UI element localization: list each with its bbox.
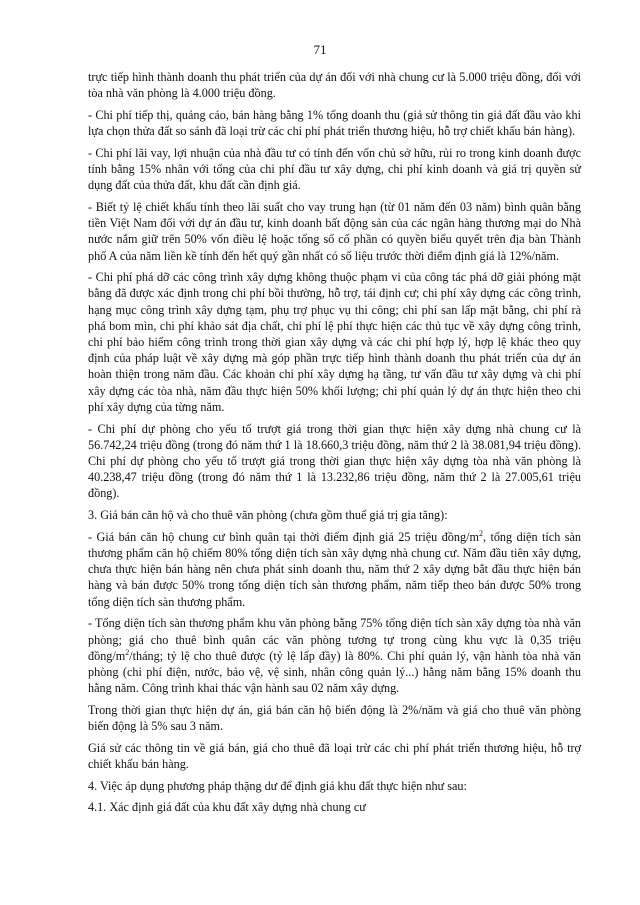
superscript: 2 [478,528,483,538]
paragraph: - Chi phí phá dỡ các công trình xây dựng không thuộc phạm vi của công tác phá dỡ giải phóng mặt bằng đã được xác định trong chi phí bồi thường, hỗ trợ, tái định cư; chi phí xây dựng các công trình, hạng mục công trình xây dựng tạm, phụ trợ phục vụ thi công; chi phí san lấp mặt bằng, chi phí rà phá bom mìn, chi phí khảo sát địa chất, chi phí lệ phí thực hiện các thủ tục về xây dựng công trình, chi phí bảo hiểm công trình trong thời gian xây dựng và các chi phí hợp lý, hợp lệ khác theo quy định của pháp luật về xây dựng mà góp phần trực tiếp hình thành doanh thu phát triển của dự án hoàn thiện trong năm đầu. Các khoản chi phí xây dựng hạ tầng, tư vấn đầu tư xây dựng và chi phí xây dựng các tòa nhà, năm đầu thực hiện 50% khối lượng; chi phí quản lý dự án thực hiện theo chi phí xây dựng của từng năm. [88,270,581,414]
paragraph: - Biết tỷ lệ chiết khấu tính theo lãi suất cho vay trung hạn (từ 01 năm đến 03 năm) bình quân bằng tiền Việt Nam đối với dự án đầu tư, kinh doanh bất động sản của các ngân hàng thương mại do Nhà nước nắm giữ trên 50% vốn điều lệ hoặc tổng số cổ phần có quyền biểu quyết trên địa bàn Thành phố A của năm liền kề tính đến hết quý gần nhất có số liệu trước thời điểm định giá là 12%/năm. [88,199,581,263]
text-run: /tháng; tỷ lệ cho thuê được (tỷ lệ lấp đầy) là 80%. Chi phí quản lý, vận hành tòa nhà văn phòng (chi phí điện, nước, bảo vệ, vệ sinh, nhân công quản lý...) hằng năm bằng 15% doanh thu hằng năm. Công trình khai thác vận hành sau 02 năm xây dựng. [88,648,581,696]
paragraph-apartment-price [88,529,581,610]
paragraph: - Chi phí tiếp thị, quảng cáo, bán hàng bằng 1% tổng doanh thu (giả sử thông tin giá đất đầu vào khi lựa chọn thửa đất so sánh đã loại trừ các chi phí phát triển thương hiệu, hỗ trợ chiết khấu bán hàng). [88,107,581,139]
paragraph: Giá sử các thông tin về giá bán, giá cho thuê đã loại trừ các chi phí phát triển thương hiệu, hỗ trợ chiết khấu bán hàng. [88,740,581,771]
paragraph-office-rent [88,615,581,696]
text-run: - Tổng diện tích sàn thương phẩm khu văn phòng bằng 75% tổng diện tích sàn xây dựng tòa nhà văn phòng; giá cho thuê bình quân các văn phòng tương tự trong cùng khu vực là 0,35 triệu đồng/m [88,616,581,663]
paragraph: trực tiếp hình thành doanh thu phát triển của dự án đối với nhà chung cư là 5.000 triệu đồng, đối với tòa nhà văn phòng là 4.000 triệu đồng. [88,70,581,101]
subsection-heading: 4.1. Xác định giá đất của khu đất xây dựng nhà chung cư [88,800,366,815]
section-heading: 4. Việc áp dụng phương pháp thặng dư để định giá khu đất thực hiện như sau: [88,778,467,793]
paragraph: Trong thời gian thực hiện dự án, giá bán căn hộ biến động là 2%/năm và giá cho thuê văn phòng biến động là 5% sau 3 năm. [88,702,581,734]
section-heading: 3. Giá bán căn hộ và cho thuê văn phòng (chưa gồm thuế giá trị gia tăng): [88,508,448,523]
page-number: 71 [313,42,327,57]
text-run: - Giá bán căn hộ chung cư bình quân tại thời điểm định giá 25 triệu đồng/m [88,529,479,544]
superscript: 2 [125,647,130,657]
page-body [88,69,581,821]
paragraph: - Chi phí dự phòng cho yếu tố trượt giá trong thời gian thực hiện xây dựng nhà chung cư là 56.742,24 triệu đồng (trong đó năm thứ 1 là 18.660,3 triệu đồng, năm thứ 2 là 38.081,94 triệu đồng). Chi phí dự phòng cho yếu tố trượt giá trong thời gian thực hiện xây dựng tòa nhà văn phòng là 40.238,47 triệu đồng (trong đó năm thứ 1 là 13.232,86 triệu đồng, năm thứ 2 là 27.005,61 triệu đồng). [88,421,581,501]
paragraph: - Chi phí lãi vay, lợi nhuận của nhà đầu tư có tính đến vốn chủ sở hữu, rủi ro trong kinh doanh được tính bằng 15% nhân với tổng của chi phí đầu tư xây dựng, chi phí kinh doanh và giá trị quyền sử dụng đất của thửa đất, khu đất cần định giá. [88,145,581,193]
text-run: , tổng diện tích sàn thương phẩm căn hộ chiếm 80% tổng diện tích sàn xây dựng nhà chung cư. Năm đầu tiên xây dựng, chưa thực hiện bán hàng nên chưa phát sinh doanh thu, năm thứ 2 xây dựng bắt đầu thực hiện bán hàng và bán được 50% trong tổng diện tích sàn thương phẩm, năm tiếp theo bán được 50% trong tổng diện tích sàn thương phẩm. [88,529,581,609]
